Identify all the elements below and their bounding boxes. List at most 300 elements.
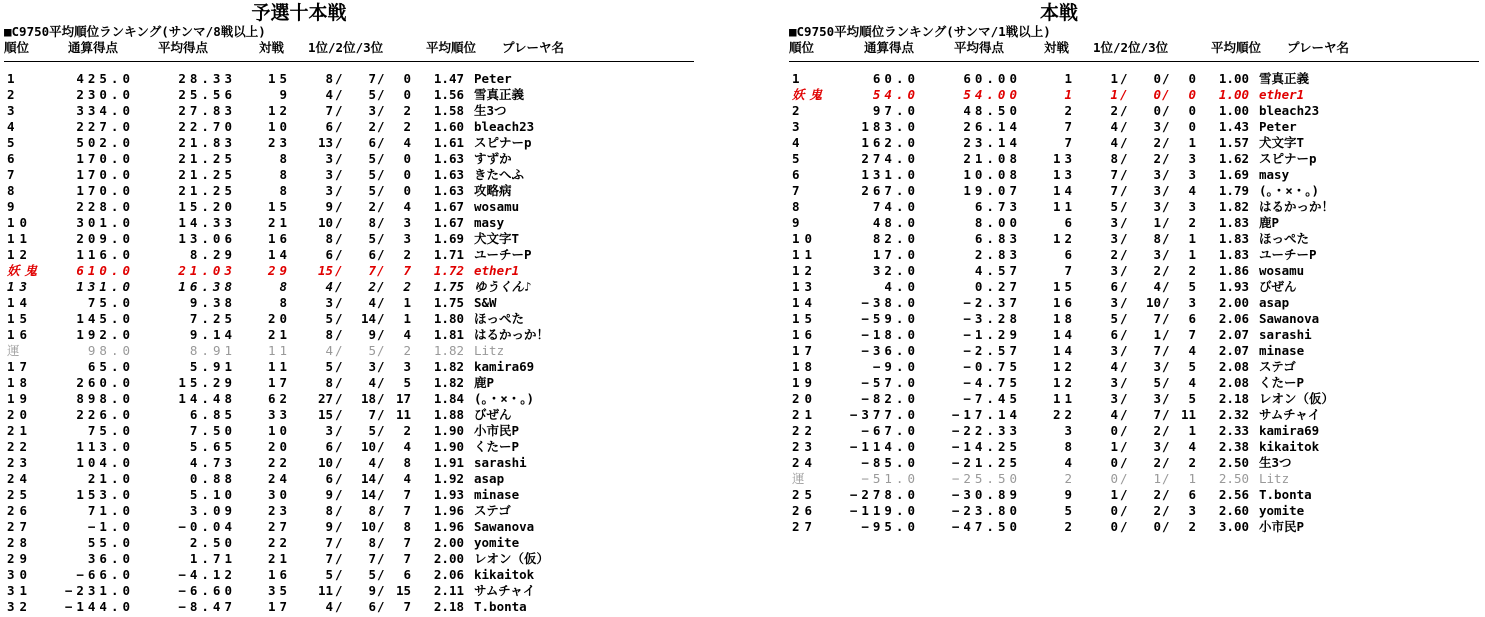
average-rank-cell: 3.00 <box>1218 519 1249 534</box>
third-place-count: 4 <box>403 135 411 150</box>
slash-separator: / <box>1162 295 1170 310</box>
third-place-count: 7 <box>403 263 411 278</box>
rank-cell: 18 <box>7 375 33 390</box>
average-score-cell: 6.73 <box>974 199 1021 214</box>
total-score-cell: 60.0 <box>872 71 919 86</box>
games-cell: 33 <box>267 407 291 422</box>
average-rank-cell: 1.63 <box>433 151 464 166</box>
rank-cell: 26 <box>7 503 33 518</box>
games-cell: 2 <box>1064 471 1076 486</box>
first-place-count: 3 <box>325 151 333 166</box>
games-cell: 7 <box>1064 119 1076 134</box>
third-place-count: 3 <box>1188 151 1196 166</box>
third-place-count: 0 <box>403 167 411 182</box>
player-name: S&W <box>474 295 497 310</box>
average-score-cell: −21.25 <box>951 455 1021 470</box>
total-score-cell: 267.0 <box>861 183 919 198</box>
slash-separator: / <box>377 71 385 86</box>
first-place-count: 5 <box>325 311 333 326</box>
total-score-cell: 82.0 <box>872 231 919 246</box>
total-score-cell: −59.0 <box>861 311 919 326</box>
first-place-count: 3 <box>325 423 333 438</box>
second-place-count: 18 <box>360 391 376 406</box>
games-cell: 8 <box>279 167 291 182</box>
games-cell: 23 <box>267 135 291 150</box>
first-place-count: 7 <box>325 103 333 118</box>
average-score-cell: 10.08 <box>963 167 1021 182</box>
average-score-cell: 25.56 <box>178 87 236 102</box>
slash-separator: / <box>1120 407 1128 422</box>
slash-separator: / <box>335 231 343 246</box>
average-rank-cell: 2.18 <box>1218 391 1249 406</box>
ranking-row <box>789 455 1485 471</box>
second-place-count: 2 <box>1153 423 1161 438</box>
player-name: bleach23 <box>1259 103 1320 118</box>
average-score-cell: 9.38 <box>189 295 236 310</box>
second-place-count: 7 <box>368 263 376 278</box>
average-rank-cell: 1.96 <box>433 503 464 518</box>
column-header <box>789 40 1485 56</box>
total-score-cell: 104.0 <box>76 455 134 470</box>
total-score-cell: 183.0 <box>861 119 919 134</box>
slash-separator: / <box>1162 135 1170 150</box>
total-score-cell: 74.0 <box>872 199 919 214</box>
rank-cell: 21 <box>7 423 33 438</box>
ranking-row <box>789 183 1485 199</box>
slash-separator: / <box>1162 247 1170 262</box>
first-place-count: 2 <box>1110 103 1118 118</box>
total-score-cell: 610.0 <box>76 263 134 278</box>
total-score-cell: 192.0 <box>76 327 134 342</box>
average-rank-cell: 1.82 <box>1218 199 1249 214</box>
player-name: ether1 <box>1259 87 1305 102</box>
third-place-count: 2 <box>403 247 411 262</box>
average-score-cell: −25.50 <box>951 471 1021 486</box>
average-rank-cell: 1.90 <box>433 439 464 454</box>
slash-separator: / <box>1120 503 1128 518</box>
total-score-cell: 228.0 <box>76 199 134 214</box>
slash-separator: / <box>335 391 343 406</box>
slash-separator: / <box>1120 487 1128 502</box>
first-place-count: 9 <box>325 519 333 534</box>
average-score-cell: 14.33 <box>178 215 236 230</box>
first-place-count: 0 <box>1110 519 1118 534</box>
slash-separator: / <box>335 263 343 278</box>
column-header <box>4 40 704 56</box>
rank-cell: 22 <box>792 423 818 438</box>
second-place-count: 2 <box>368 119 376 134</box>
total-score-cell: −36.0 <box>861 343 919 358</box>
total-score-cell: 301.0 <box>76 215 134 230</box>
second-place-count: 7 <box>1153 407 1161 422</box>
header-avg-rank: 平均順位 <box>1211 40 1262 55</box>
ranking-row <box>4 375 704 391</box>
total-score-cell: 75.0 <box>87 295 134 310</box>
player-name: ほっぺた <box>474 311 525 326</box>
average-score-cell: 22.70 <box>178 119 236 134</box>
rank-cell: 11 <box>7 231 33 246</box>
average-rank-cell: 1.63 <box>433 167 464 182</box>
average-rank-cell: 2.11 <box>433 583 464 598</box>
slash-separator: / <box>377 439 385 454</box>
rank-cell: 13 <box>792 279 818 294</box>
first-place-count: 13 <box>317 135 333 150</box>
player-name: ユーチーP <box>474 247 532 262</box>
games-cell: 2 <box>1064 519 1076 534</box>
rank-cell: 23 <box>792 439 818 454</box>
first-place-count: 0 <box>1110 455 1118 470</box>
player-name: レオン（仮） <box>474 551 550 566</box>
first-place-count: 3 <box>1110 375 1118 390</box>
rank-cell: 28 <box>7 535 33 550</box>
third-place-count: 4 <box>1188 343 1196 358</box>
rank-cell: 15 <box>7 311 33 326</box>
average-rank-cell: 2.06 <box>1218 311 1249 326</box>
player-name: ether1 <box>474 263 520 278</box>
player-name: kikaitok <box>1259 439 1320 454</box>
ranking-subtitle: ■C9750平均順位ランキング(サンマ/1戦以上) <box>789 24 1051 39</box>
slash-separator: / <box>335 583 343 598</box>
average-rank-cell: 1.96 <box>433 519 464 534</box>
average-rank-cell: 2.60 <box>1218 503 1249 518</box>
slash-separator: / <box>1162 471 1170 486</box>
slash-separator: / <box>335 359 343 374</box>
third-place-count: 5 <box>403 375 411 390</box>
total-score-cell: −377.0 <box>849 407 919 422</box>
first-place-count: 27 <box>317 391 333 406</box>
games-cell: 20 <box>267 439 291 454</box>
rank-cell: 5 <box>7 135 20 150</box>
total-score-cell: 113.0 <box>76 439 134 454</box>
average-rank-cell: 1.90 <box>433 423 464 438</box>
slash-separator: / <box>377 263 385 278</box>
average-rank-cell: 1.56 <box>433 87 464 102</box>
player-name: kamira69 <box>474 359 535 374</box>
slash-separator: / <box>377 487 385 502</box>
header-total: 通算得点 <box>68 40 119 55</box>
games-cell: 17 <box>267 375 291 390</box>
total-score-cell: 145.0 <box>76 311 134 326</box>
average-score-cell: 8.91 <box>189 343 236 358</box>
slash-separator: / <box>1120 311 1128 326</box>
second-place-count: 4 <box>368 295 376 310</box>
games-cell: 23 <box>267 503 291 518</box>
third-place-count: 6 <box>1188 487 1196 502</box>
average-score-cell: 8.29 <box>189 247 236 262</box>
second-place-count: 3 <box>1153 391 1161 406</box>
ranking-row <box>4 151 704 167</box>
total-score-cell: 131.0 <box>76 279 134 294</box>
average-rank-cell: 2.08 <box>1218 359 1249 374</box>
third-place-count: 2 <box>1188 215 1196 230</box>
average-rank-cell: 1.75 <box>433 279 464 294</box>
slash-separator: / <box>377 551 385 566</box>
second-place-count: 2 <box>1153 503 1161 518</box>
games-cell: 9 <box>279 87 291 102</box>
first-place-count: 4 <box>325 279 333 294</box>
rank-cell: 9 <box>7 199 20 214</box>
slash-separator: / <box>1120 343 1128 358</box>
third-place-count: 0 <box>1188 71 1196 86</box>
average-rank-cell: 2.06 <box>433 567 464 582</box>
rank-cell: 25 <box>7 487 33 502</box>
slash-separator: / <box>335 487 343 502</box>
player-name: はるかっか！ <box>474 327 550 342</box>
slash-separator: / <box>1120 247 1128 262</box>
games-cell: 24 <box>267 471 291 486</box>
total-score-cell: 334.0 <box>76 103 134 118</box>
slash-separator: / <box>1162 327 1170 342</box>
ranking-row <box>4 311 704 327</box>
player-name: sarashi <box>474 455 527 470</box>
first-place-count: 15 <box>317 263 333 278</box>
second-place-count: 1 <box>1153 327 1161 342</box>
average-score-cell: −2.57 <box>963 343 1021 358</box>
slash-separator: / <box>335 151 343 166</box>
games-cell: 15 <box>267 71 291 86</box>
third-place-count: 7 <box>403 535 411 550</box>
second-place-count: 5 <box>368 151 376 166</box>
games-cell: 13 <box>1052 151 1076 166</box>
slash-separator: / <box>335 375 343 390</box>
average-score-cell: 21.08 <box>963 151 1021 166</box>
average-score-cell: 3.09 <box>189 503 236 518</box>
slash-separator: / <box>377 183 385 198</box>
rank-cell: 12 <box>7 247 33 262</box>
total-score-cell: 36.0 <box>87 551 134 566</box>
second-place-count: 7 <box>368 407 376 422</box>
second-place-count: 0 <box>1153 71 1161 86</box>
third-place-count: 2 <box>403 423 411 438</box>
average-rank-cell: 2.56 <box>1218 487 1249 502</box>
games-cell: 9 <box>1064 487 1076 502</box>
games-cell: 10 <box>267 119 291 134</box>
slash-separator: / <box>1120 167 1128 182</box>
player-name: はるかっか！ <box>1259 199 1335 214</box>
third-place-count: 0 <box>1188 87 1196 102</box>
second-place-count: 4 <box>368 455 376 470</box>
total-score-cell: −231.0 <box>64 583 134 598</box>
ranking-row <box>789 167 1485 183</box>
player-name: レオン（仮） <box>1259 391 1335 406</box>
average-score-cell: 54.00 <box>963 87 1021 102</box>
first-place-count: 4 <box>325 343 333 358</box>
games-cell: 22 <box>267 535 291 550</box>
slash-separator: / <box>1120 375 1128 390</box>
second-place-count: 3 <box>368 103 376 118</box>
slash-separator: / <box>377 375 385 390</box>
third-place-count: 7 <box>1188 327 1196 342</box>
average-score-cell: −17.14 <box>951 407 1021 422</box>
slash-separator: / <box>1162 519 1170 534</box>
average-rank-cell: 1.00 <box>1218 103 1249 118</box>
rank-cell: 6 <box>792 167 805 182</box>
third-place-count: 3 <box>1188 295 1196 310</box>
second-place-count: 0 <box>1153 519 1161 534</box>
third-place-count: 15 <box>395 583 411 598</box>
games-cell: 5 <box>1064 503 1076 518</box>
ranking-row <box>789 327 1485 343</box>
total-score-cell: 226.0 <box>76 407 134 422</box>
player-name: masy <box>1259 167 1290 182</box>
rank-cell: 3 <box>792 119 805 134</box>
first-place-count: 6 <box>325 247 333 262</box>
slash-separator: / <box>377 247 385 262</box>
player-name: びぜん <box>1259 279 1297 294</box>
slash-separator: / <box>377 583 385 598</box>
average-rank-cell: 2.07 <box>1218 327 1249 342</box>
average-score-cell: −7.45 <box>963 391 1021 406</box>
third-place-count: 4 <box>403 471 411 486</box>
ranking-row <box>4 359 704 375</box>
second-place-count: 3 <box>1153 183 1161 198</box>
average-score-cell: 0.88 <box>189 471 236 486</box>
first-place-count: 5 <box>1110 199 1118 214</box>
average-score-cell: 26.14 <box>963 119 1021 134</box>
average-score-cell: 15.20 <box>178 199 236 214</box>
second-place-count: 8 <box>1153 231 1161 246</box>
player-name: サムチャイ <box>1259 407 1321 422</box>
first-place-count: 8 <box>325 71 333 86</box>
player-name: Peter <box>1259 119 1297 134</box>
second-place-count: 2 <box>1153 263 1161 278</box>
rank-cell: 2 <box>7 87 20 102</box>
finals-panel <box>789 0 1485 617</box>
third-place-count: 0 <box>403 87 411 102</box>
average-rank-cell: 1.82 <box>433 359 464 374</box>
average-rank-cell: 1.91 <box>433 455 464 470</box>
player-name: 雪真正義 <box>1259 71 1310 86</box>
average-score-cell: 19.07 <box>963 183 1021 198</box>
games-cell: 11 <box>267 343 291 358</box>
average-score-cell: −4.75 <box>963 375 1021 390</box>
total-score-cell: 98.0 <box>87 343 134 358</box>
slash-separator: / <box>1162 119 1170 134</box>
first-place-count: 1 <box>1110 87 1118 102</box>
first-place-count: 11 <box>317 583 333 598</box>
player-name: yomite <box>1259 503 1305 518</box>
average-score-cell: −0.04 <box>178 519 236 534</box>
slash-separator: / <box>1162 407 1170 422</box>
games-cell: 12 <box>1052 359 1076 374</box>
first-place-count: 3 <box>1110 295 1118 310</box>
average-score-cell: −1.29 <box>963 327 1021 342</box>
average-score-cell: 8.00 <box>974 215 1021 230</box>
slash-separator: / <box>1120 103 1128 118</box>
average-score-cell: 48.50 <box>963 103 1021 118</box>
ranking-row <box>4 551 704 567</box>
average-score-cell: 9.14 <box>189 327 236 342</box>
slash-separator: / <box>1162 183 1170 198</box>
third-place-count: 1 <box>1188 423 1196 438</box>
rank-cell: 17 <box>7 359 33 374</box>
first-place-count: 9 <box>325 199 333 214</box>
slash-separator: / <box>335 567 343 582</box>
average-score-cell: 21.25 <box>178 151 236 166</box>
rank-cell: 16 <box>792 327 818 342</box>
slash-separator: / <box>335 455 343 470</box>
average-rank-cell: 1.93 <box>1218 279 1249 294</box>
total-score-cell: −57.0 <box>861 375 919 390</box>
slash-separator: / <box>335 311 343 326</box>
first-place-count: 5 <box>1110 311 1118 326</box>
rank-cell: 16 <box>7 327 33 342</box>
header-games: 対戦 <box>1044 40 1070 55</box>
games-cell: 4 <box>1064 455 1076 470</box>
games-cell: 11 <box>267 359 291 374</box>
second-place-count: 3 <box>1153 167 1161 182</box>
games-cell: 14 <box>1052 327 1076 342</box>
rank-cell: 19 <box>792 375 818 390</box>
total-score-cell: −82.0 <box>861 391 919 406</box>
second-place-count: 9 <box>368 583 376 598</box>
third-place-count: 11 <box>395 407 411 422</box>
average-score-cell: 0.27 <box>974 279 1021 294</box>
ranking-row <box>4 327 704 343</box>
average-rank-cell: 1.67 <box>433 215 464 230</box>
slash-separator: / <box>1120 295 1128 310</box>
slash-separator: / <box>1162 87 1170 102</box>
games-cell: 8 <box>279 279 291 294</box>
player-name: Sawanova <box>474 519 535 534</box>
ranking-row <box>4 87 704 103</box>
header-avg-rank: 平均順位 <box>426 40 477 55</box>
slash-separator: / <box>1162 231 1170 246</box>
player-name: (。・×・。) <box>1259 183 1320 198</box>
ranking-row <box>789 423 1485 439</box>
games-cell: 35 <box>267 583 291 598</box>
games-cell: 14 <box>1052 183 1076 198</box>
ranking-row <box>4 119 704 135</box>
average-rank-cell: 2.00 <box>1218 295 1249 310</box>
second-place-count: 6 <box>368 247 376 262</box>
third-place-count: 8 <box>403 455 411 470</box>
slash-separator: / <box>335 135 343 150</box>
ranking-row <box>789 263 1485 279</box>
ranking-row <box>4 295 704 311</box>
slash-separator: / <box>335 407 343 422</box>
slash-separator: / <box>335 535 343 550</box>
games-cell: 16 <box>267 567 291 582</box>
average-rank-cell: 1.83 <box>1218 247 1249 262</box>
ranking-row <box>4 279 704 295</box>
first-place-count: 4 <box>1110 407 1118 422</box>
total-score-cell: −9.0 <box>872 359 919 374</box>
second-place-count: 14 <box>360 487 376 502</box>
second-place-count: 2 <box>368 279 376 294</box>
average-score-cell: −4.12 <box>178 567 236 582</box>
third-place-count: 1 <box>403 311 411 326</box>
second-place-count: 7 <box>1153 343 1161 358</box>
second-place-count: 7 <box>368 551 376 566</box>
rank-cell: 27 <box>7 519 33 534</box>
total-score-cell: 425.0 <box>76 71 134 86</box>
ranking-row <box>4 247 704 263</box>
rank-cell: 8 <box>792 199 805 214</box>
third-place-count: 2 <box>403 343 411 358</box>
average-rank-cell: 1.88 <box>433 407 464 422</box>
total-score-cell: −278.0 <box>849 487 919 502</box>
rank-cell: 15 <box>792 311 818 326</box>
rank-cell: 6 <box>7 151 20 166</box>
third-place-count: 8 <box>403 519 411 534</box>
average-score-cell: 2.50 <box>189 535 236 550</box>
player-name: 小市民P <box>1259 519 1305 534</box>
ranking-row <box>4 231 704 247</box>
average-rank-cell: 1.83 <box>1218 215 1249 230</box>
total-score-cell: −114.0 <box>849 439 919 454</box>
slash-separator: / <box>1120 87 1128 102</box>
